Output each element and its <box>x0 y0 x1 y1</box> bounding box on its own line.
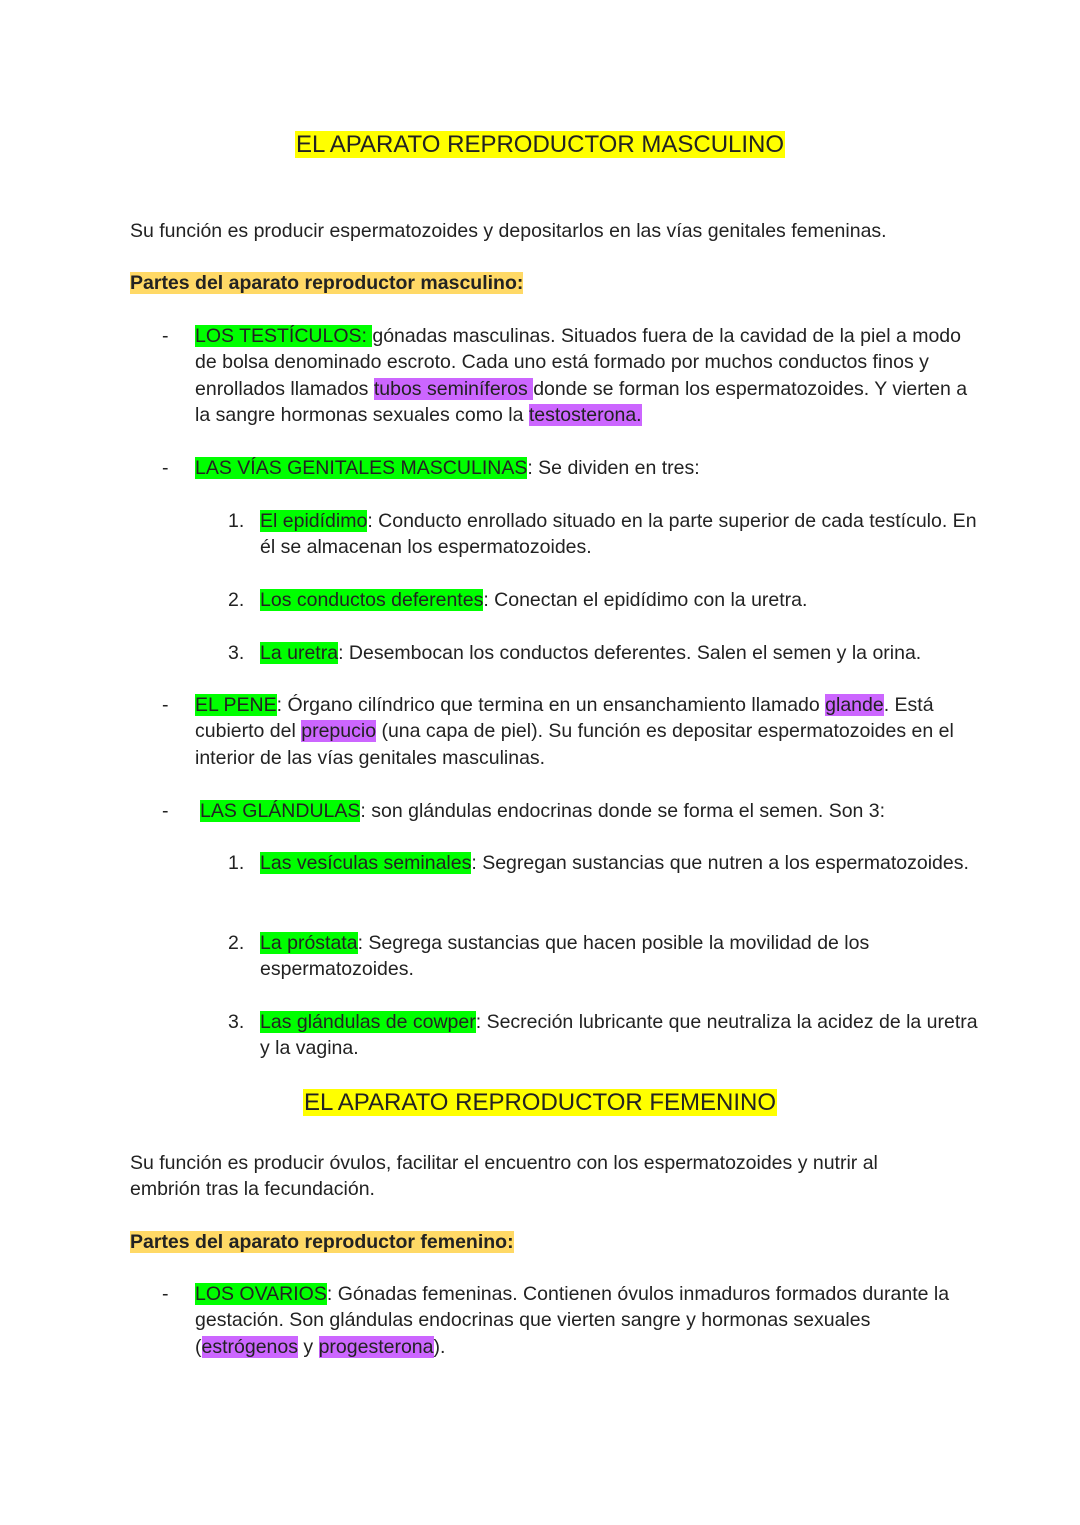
ovarios-item <box>195 1281 975 1360</box>
male-title-text: EL APARATO REPRODUCTOR MASCULINO <box>295 131 785 158</box>
pene-term: EL PENE <box>195 694 277 716</box>
list-number: 3. <box>228 642 245 664</box>
list-number: 3. <box>228 1011 245 1033</box>
testiculos-text: gónadas masculinas. Situados fuera de la cavidad de la piel a modo de bolsa denominado escroto. Cada uno está formado por muchos conductos finos y enrollados llamados <box>195 325 961 400</box>
testosterona-keyword: testosterona. <box>528 403 642 426</box>
list-number: 2. <box>228 589 245 611</box>
ovarios-term: LOS OVARIOS <box>195 1283 327 1305</box>
glandulas-item <box>200 798 980 824</box>
list-number: 1. <box>228 852 245 874</box>
testiculos-item <box>195 323 975 428</box>
pene-text: : Órgano cilíndrico que termina en un ensanchamiento llamado <box>276 694 826 716</box>
vias-text: : Se dividen en tres: <box>527 457 700 479</box>
bullet-dash: - <box>162 694 169 716</box>
male-parts-heading <box>130 270 960 296</box>
testiculos-term: LOS TESTÍCULOS: <box>195 325 373 347</box>
list-item-epididimo <box>260 508 980 561</box>
male-title <box>0 130 1080 160</box>
male-intro: Su función es producir espermatozoides y depositarlos en las vías genitales femeninas. <box>130 220 887 242</box>
conductos-text: : Conectan el epidídimo con la uretra. <box>483 589 808 611</box>
cowper-text: : Secreción lubricante que neutraliza la acidez de la uretra y la vagina. <box>260 1011 978 1060</box>
vias-term: LAS VÍAS GENITALES MASCULINAS <box>195 457 528 479</box>
glande-keyword: glande <box>825 694 884 716</box>
tubos-seminiferos-keyword: tubos seminíferos <box>373 377 534 400</box>
female-parts-heading <box>130 1229 960 1255</box>
list-item-vesiculas <box>260 850 980 876</box>
glandulas-term: LAS GLÁNDULAS <box>200 800 361 822</box>
ovarios-text: : Gónadas femeninas. Contienen óvulos inmaduros formados durante la gestación. Son glándulas endocrinas que vierten sangre y hormonas sexuales ( <box>195 1283 950 1358</box>
pene-item <box>195 692 975 771</box>
list-item-uretra <box>260 640 980 666</box>
list-number: 1. <box>228 510 245 532</box>
female-intro: Su función es producir óvulos, facilitar el encuentro con los espermatozoides y nutrir al embrión tras la fecundación. <box>130 1152 878 1201</box>
female-parts-heading-text: Partes del aparato reproductor femenino: <box>130 1231 514 1253</box>
bullet-dash: - <box>162 1283 169 1305</box>
conductos-term: Los conductos deferentes <box>260 589 484 611</box>
prostata-term: La próstata <box>260 932 358 954</box>
progesterona-keyword: progesterona <box>318 1335 434 1358</box>
ovarios-text-2: y <box>297 1335 319 1358</box>
list-item-prostata <box>260 930 980 983</box>
list-number: 2. <box>228 932 245 954</box>
vias-item <box>195 455 975 481</box>
list-item-cowper <box>260 1009 980 1062</box>
epididimo-text: : Conducto enrollado situado en la parte superior de cada testículo. En él se almacenan los espermatozoides. <box>260 510 977 559</box>
pene-text-2: . Está cubierto del <box>195 694 934 743</box>
female-title-text: EL APARATO REPRODUCTOR FEMENINO <box>303 1089 777 1116</box>
bullet-dash: - <box>162 800 169 822</box>
prepucio-keyword: prepucio <box>301 720 377 743</box>
estrogenos-keyword: estrógenos <box>201 1335 298 1358</box>
male-parts-heading-text: Partes del aparato reproductor masculino: <box>130 272 524 294</box>
list-item-conductos <box>260 587 980 613</box>
epididimo-term: El epidídimo <box>260 510 368 532</box>
female-title <box>0 1088 1080 1118</box>
cowper-term: Las glándulas de cowper <box>260 1011 476 1033</box>
ovarios-text-3: ). <box>433 1335 446 1358</box>
bullet-dash: - <box>162 325 169 347</box>
uretra-text: : Desembocan los conductos deferentes. Salen el semen y la orina. <box>338 642 922 664</box>
vesiculas-text: : Segregan sustancias que nutren a los espermatozoides. <box>471 852 969 874</box>
pene-text-3: (una capa de piel). Su función es depositar espermatozoides en el interior de las vías genitales masculinas. <box>195 720 954 769</box>
prostata-text: : Segrega sustancias que hacen posible la movilidad de los espermatozoides. <box>260 932 870 981</box>
bullet-dash: - <box>162 457 169 479</box>
uretra-term: La uretra <box>260 642 339 664</box>
glandulas-text: : son glándulas endocrinas donde se forma el semen. Son 3: <box>360 800 886 822</box>
testiculos-text-2: donde se forman los espermatozoides. Y vierten a la sangre hormonas sexuales como la <box>195 377 968 426</box>
vesiculas-term: Las vesículas seminales <box>260 852 472 874</box>
